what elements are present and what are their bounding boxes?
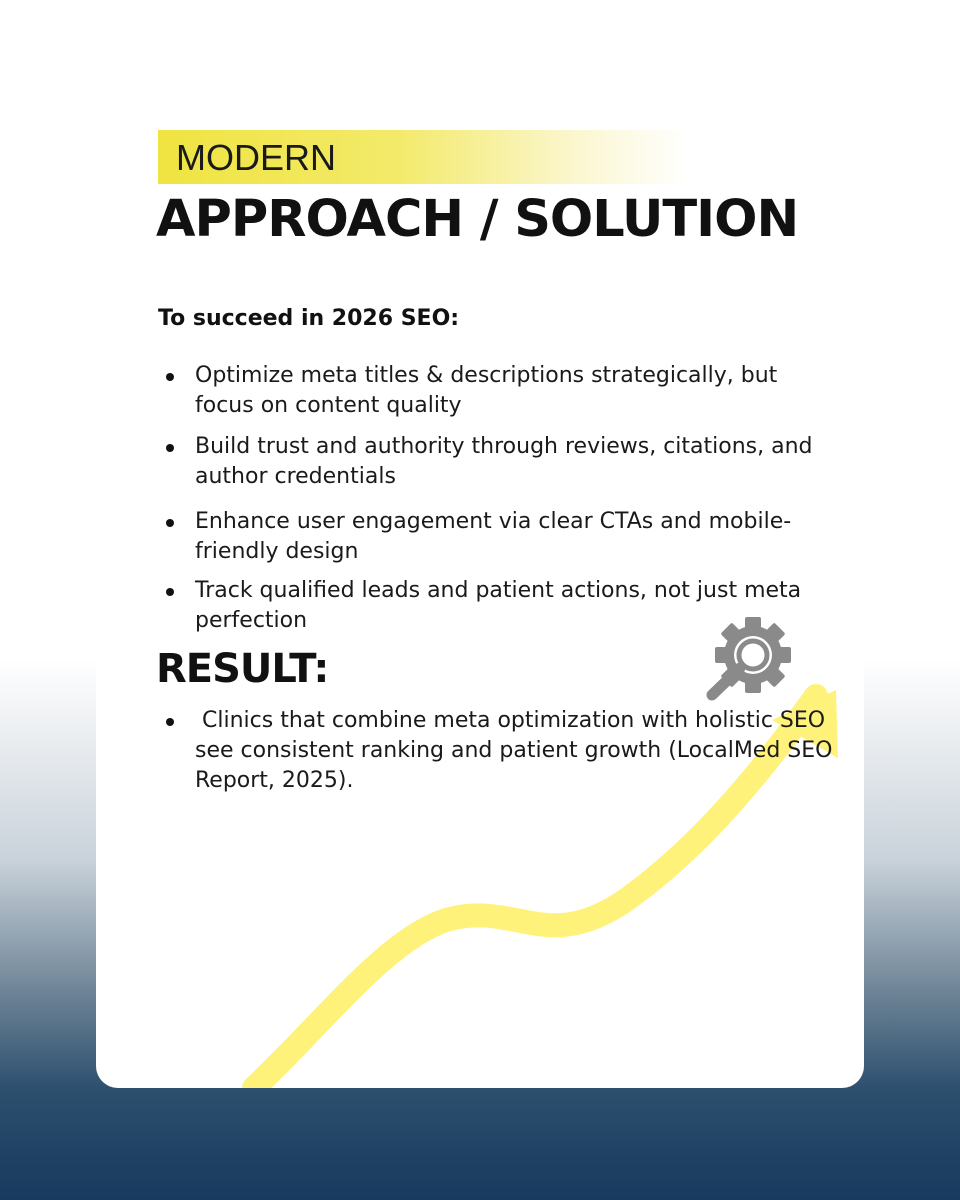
result-text: Clinics that combine meta optimization with holistic SEO see consistent ranking and patient growth (LocalMed SEO Report, 2025). [195, 708, 840, 793]
bullet-dot-icon [166, 718, 174, 726]
bullet-dot-icon [166, 588, 174, 596]
modern-badge [158, 130, 688, 184]
content-card [96, 40, 864, 1088]
list-item-text: Track qualified leads and patient actions, not just meta perfection [195, 578, 802, 633]
list-item-text: Optimize meta titles & descriptions strategically, but focus on content quality [195, 363, 778, 418]
badge-label: MODERN [176, 137, 336, 178]
page-title: APPROACH / SOLUTION [156, 190, 799, 249]
intro-text: To succeed in 2026 SEO: [158, 306, 460, 331]
list-item-text: Build trust and authority through reviews, citations, and author credentials [195, 434, 813, 489]
list-item-text: Enhance user engagement via clear CTAs and mobile-friendly design [195, 509, 792, 564]
bullet-dot-icon [166, 519, 174, 527]
bullet-dot-icon [166, 444, 174, 452]
bullet-dot-icon [166, 373, 174, 381]
result-title: RESULT: [156, 646, 329, 692]
